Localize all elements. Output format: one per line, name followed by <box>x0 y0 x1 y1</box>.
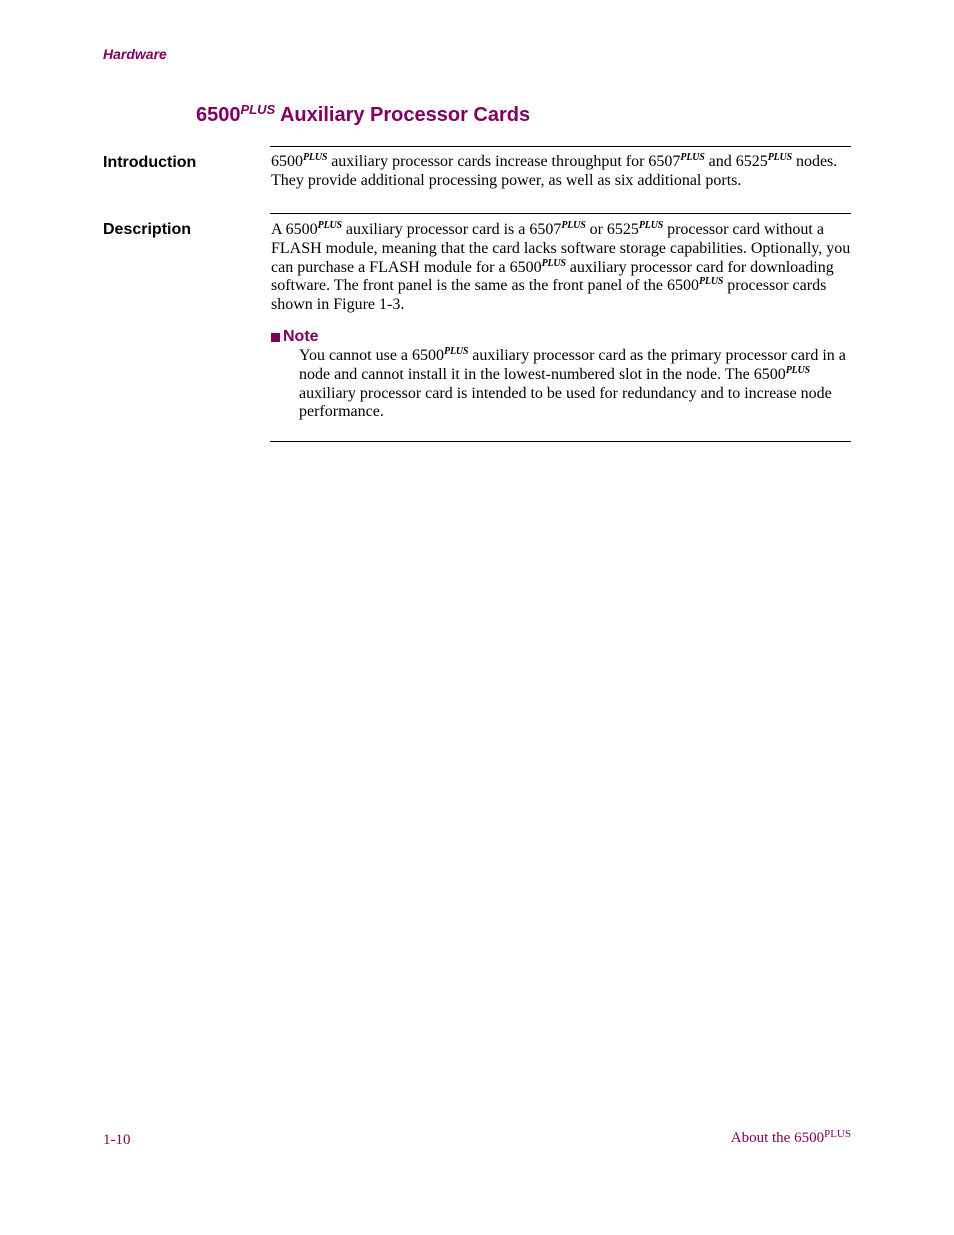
divider-rule <box>270 213 851 214</box>
title-model: 6500 <box>196 104 241 126</box>
note-square-icon <box>271 333 280 342</box>
introduction-label: Introduction <box>103 154 197 171</box>
description-label: Description <box>103 221 192 238</box>
divider-rule <box>270 441 851 442</box>
note-label: Note <box>283 328 319 345</box>
page-number: 1-10 <box>103 1132 131 1148</box>
footer-title: About the $6500^{PLUS}$ <box>730 1128 851 1146</box>
note-paragraph: You cannot use a $6500^{PLUS}$ auxiliary processor card as the primary processor card in a node and cannot install it in the lowest-numbered slot in the node. The $6500^{PLUS}$ auxiliary processor card is intended to be used for redundancy and to increase node performance. <box>299 346 846 421</box>
title-rest: Auxiliary Processor Cards <box>275 104 531 126</box>
introduction-paragraph: $6500^{PLUS}$ auxiliary processor cards increase throughput for $6507^{PLUS}$ and $6525^{PLUS}$ nodes. They provide additional processing power, as well as six additional ports. <box>271 152 838 189</box>
section-title <box>196 104 530 127</box>
note-heading <box>271 328 319 346</box>
divider-rule <box>270 146 851 147</box>
running-header: Hardware <box>103 46 167 62</box>
description-paragraph: A $6500^{PLUS}$ auxiliary processor card is a $6507^{PLUS}$ or $6525^{PLUS}$ processor card without a FLASH module, meaning that the card lacks software storage capabilities. Optionally, you can purchase a FLASH module for a $6500^{PLUS}$ auxiliary processor card for downloading software. The front panel is the same as the front panel of the $6500^{PLUS}$ processor cards shown in Figure 1-3. <box>271 220 851 314</box>
title-suffix: PLUS <box>240 102 276 117</box>
